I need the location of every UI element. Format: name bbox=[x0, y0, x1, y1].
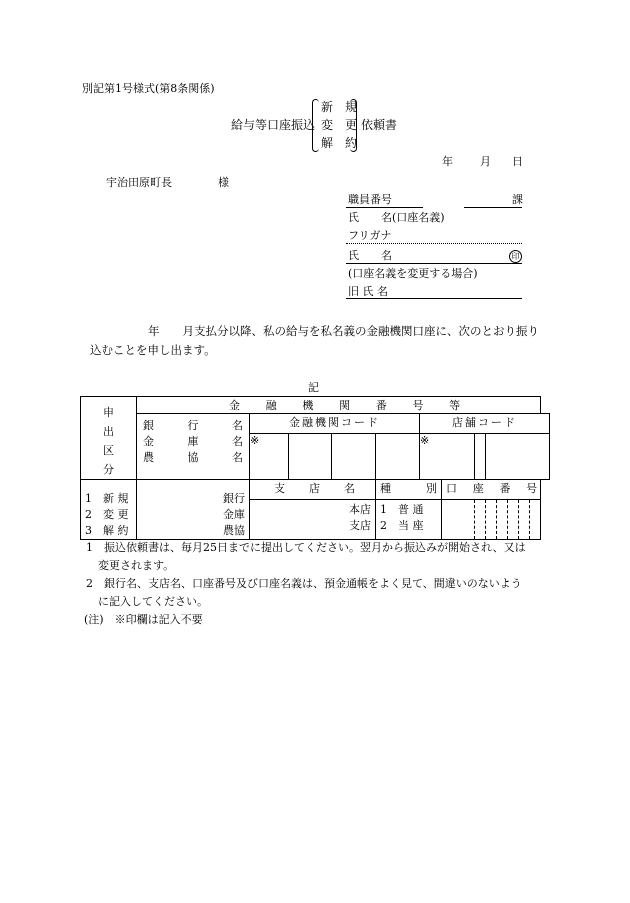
name-line bbox=[346, 263, 522, 264]
body-line-1: 年 月支払分以降、私の給与を私名義の金融機関口座に、次のとおり振り bbox=[148, 324, 539, 338]
bank-info-table bbox=[80, 396, 550, 540]
account-digit-6 bbox=[519, 499, 530, 539]
employee-number-line bbox=[346, 207, 423, 208]
ki-heading: 記 bbox=[308, 381, 319, 394]
fin-code-digit-1: ※ bbox=[250, 434, 289, 480]
account-digit-1 bbox=[442, 499, 475, 539]
note-2-line-2: に記入してください。 bbox=[98, 595, 208, 608]
fin-code-digit-4 bbox=[376, 434, 420, 480]
addressee-name: 宇治田原町長 bbox=[106, 176, 172, 189]
employee-number-label: 職員番号 bbox=[348, 193, 392, 206]
bracket-right bbox=[350, 99, 357, 152]
application-type-header: 申 出 区 分 bbox=[81, 397, 137, 480]
name-account-label: 氏 名(口座名義) bbox=[348, 211, 445, 224]
seal-mark: 印 bbox=[509, 250, 522, 263]
date-month: 月 bbox=[480, 155, 491, 168]
financial-institution-number-header: 金 融 機 関 番 号 等 bbox=[137, 397, 541, 414]
division-line bbox=[464, 207, 522, 208]
branch-name-header: 支 店 名 bbox=[250, 480, 376, 500]
branch-code-digit-2 bbox=[475, 434, 486, 480]
division-label: 課 bbox=[512, 193, 523, 206]
body-line-2: 込むことを申し出ます。 bbox=[90, 343, 216, 357]
account-digit-3 bbox=[486, 499, 497, 539]
fin-code-digit-2 bbox=[289, 434, 332, 480]
addressee-honorific: 様 bbox=[218, 176, 229, 189]
note-1-line-1: 1 振込依頼書は、毎月25日までに提出してください。翌月から振込みが開始され、又は bbox=[86, 541, 526, 554]
title-suffix: 依頼書 bbox=[361, 118, 398, 132]
financial-institution-code-header: 金融機関コード bbox=[250, 414, 420, 434]
furigana-label: フリガナ bbox=[348, 229, 392, 242]
account-digit-4 bbox=[497, 499, 508, 539]
title-option-new: 新 規 bbox=[321, 100, 358, 114]
branch-code-digit-3 bbox=[486, 434, 550, 480]
account-number-header: 口 座 番 号 bbox=[442, 480, 541, 500]
title-option-change: 変 更 bbox=[321, 118, 358, 132]
old-name-label: 旧 氏 名 bbox=[348, 285, 388, 298]
note-2-line-1: 2 銀行名、支店名、口座番号及び口座名義は、預金通帳をよく見て、間違いのないよう bbox=[86, 577, 522, 590]
title-option-cancel: 解 約 bbox=[321, 136, 358, 150]
bank-name-field: 銀行 金庫 農協 bbox=[137, 480, 250, 540]
account-kind-header: 種 別 bbox=[376, 480, 442, 500]
note-1-line-2: 変更されます。 bbox=[98, 559, 175, 572]
branch-code-header: 店舗コード bbox=[420, 414, 550, 434]
bank-name-header: 銀 行 名 金 庫 名 農 協 名 bbox=[137, 414, 250, 480]
account-digit-5 bbox=[508, 499, 519, 539]
form-reference: 別記第1号様式(第8条関係) bbox=[82, 82, 215, 95]
branch-code-digit-1: ※ bbox=[420, 434, 475, 480]
application-type-options: 1 新 規 2 変 更 3 解 約 bbox=[81, 480, 137, 540]
name-change-note: (口座名義を変更する場合) bbox=[348, 267, 478, 280]
date-day: 日 bbox=[512, 155, 523, 168]
name-label: 氏 名 bbox=[348, 249, 392, 262]
furigana-line bbox=[346, 243, 522, 244]
old-name-line bbox=[346, 298, 522, 299]
account-digit-7 bbox=[530, 499, 541, 539]
bracket-left bbox=[312, 99, 319, 152]
account-kind-options: 1 普 通 2 当 座 bbox=[376, 499, 442, 539]
title-prefix: 給与等口座振込 bbox=[231, 118, 316, 132]
account-digit-2 bbox=[475, 499, 486, 539]
fin-code-digit-3 bbox=[332, 434, 376, 480]
branch-name-field: 本店 支店 bbox=[250, 499, 376, 539]
date-year: 年 bbox=[442, 155, 453, 168]
note-caution: (注) ※印欄は記入不要 bbox=[84, 613, 203, 626]
